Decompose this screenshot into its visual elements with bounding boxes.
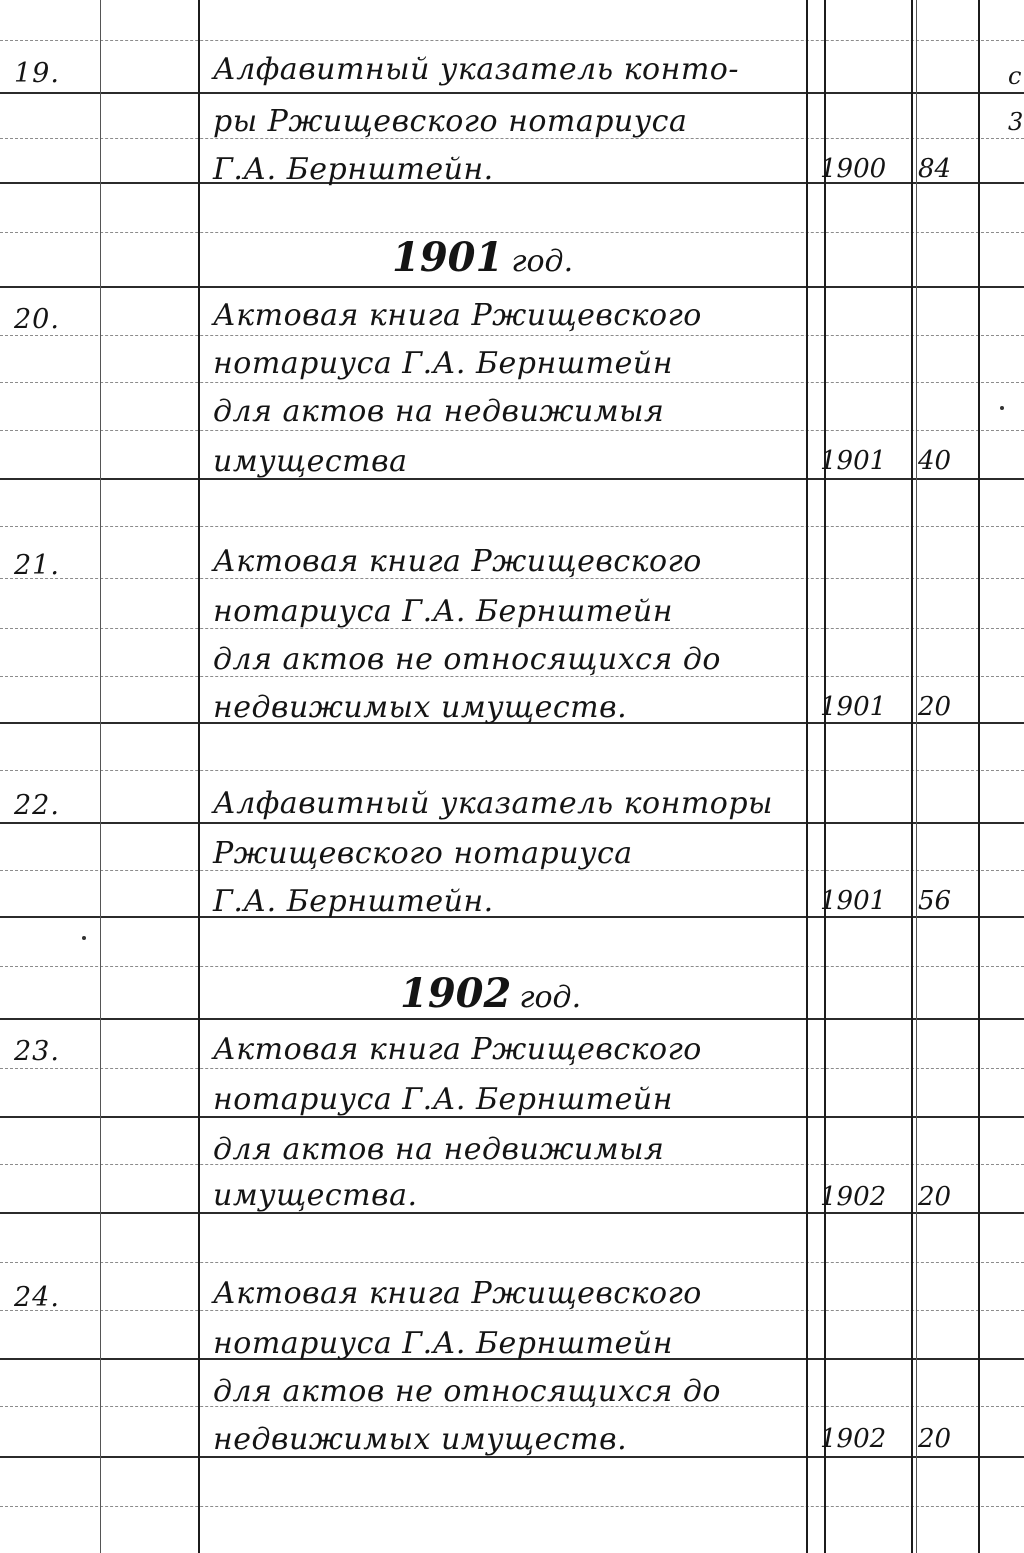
entry-title-line: для актов на недвижимыя <box>213 1132 665 1167</box>
column-divider <box>916 0 917 1553</box>
ruled-line <box>0 916 1024 918</box>
entry-number: 24. <box>14 1282 60 1313</box>
ruled-line <box>0 526 1024 527</box>
ruled-line <box>0 478 1024 480</box>
entry-year: 1902 <box>820 1424 887 1454</box>
entry-title-line: недвижимых имуществ. <box>213 1422 628 1457</box>
column-divider <box>806 0 808 1553</box>
entry-title-line: Актовая книга Ржищевского <box>213 1276 702 1311</box>
column-divider <box>911 0 913 1553</box>
entry-number: 19. <box>14 58 60 89</box>
entry-title-line: имущества <box>213 444 408 479</box>
ruled-line <box>0 92 1024 94</box>
entry-title-line: Актовая книга Ржищевского <box>213 544 702 579</box>
entry-pages: 84 <box>918 154 952 184</box>
entry-number: 22. <box>14 790 60 821</box>
edge-mark: 3 <box>1008 108 1024 136</box>
entry-pages: 20 <box>918 692 952 722</box>
entry-year: 1901 <box>820 446 887 476</box>
ruled-line <box>0 966 1024 967</box>
entry-title-line: для актов не относящихся до <box>213 642 721 677</box>
entry-title-line: Алфавитный указатель конто- <box>213 52 739 87</box>
ruled-line <box>0 822 1024 824</box>
ruled-line <box>0 1068 1024 1069</box>
column-divider <box>100 0 101 1553</box>
entry-pages: 20 <box>918 1182 952 1212</box>
entry-number: 20. <box>14 304 60 335</box>
entry-title-line: для актов на недвижимыя <box>213 394 665 429</box>
edge-mark: с <box>1008 62 1022 90</box>
ink-speck <box>1000 406 1004 410</box>
entry-year: 1901 <box>820 692 887 722</box>
ruled-line <box>0 232 1024 233</box>
year-heading-word: год. <box>511 244 574 279</box>
entry-title-line: Актовая книга Ржищевского <box>213 1032 702 1067</box>
ruled-line <box>0 1262 1024 1263</box>
entry-title-line: недвижимых имуществ. <box>213 690 628 725</box>
ruled-line <box>0 430 1024 431</box>
entry-title-line: нотариуса Г.А. Бернштейн <box>213 1082 673 1117</box>
ruled-line <box>0 40 1024 41</box>
entry-title-line: Ржищевского нотариуса <box>213 836 633 871</box>
entry-title-line: нотариуса Г.А. Бернштейн <box>213 1326 673 1361</box>
year-heading-1902 <box>400 970 581 1017</box>
column-divider <box>978 0 980 1553</box>
entry-year: 1901 <box>820 886 887 916</box>
ruled-line <box>0 382 1024 383</box>
entry-number: 23. <box>14 1036 60 1067</box>
ink-speck <box>82 936 86 940</box>
entry-title-line: Г.А. Бернштейн. <box>213 152 494 187</box>
column-divider <box>198 0 200 1553</box>
column-divider <box>824 0 826 1553</box>
ruled-line <box>0 335 1024 336</box>
entry-title-line: ры Ржищевского нотариуса <box>213 104 688 139</box>
entry-title-line: имущества. <box>213 1178 418 1213</box>
ruled-line <box>0 1018 1024 1020</box>
entry-title-line: нотариуса Г.А. Бернштейн <box>213 346 673 381</box>
ruled-line <box>0 770 1024 771</box>
year-heading-word: год. <box>519 980 582 1015</box>
year-heading-number: 1901 <box>392 234 504 281</box>
entry-year: 1902 <box>820 1182 887 1212</box>
entry-pages: 20 <box>918 1424 952 1454</box>
entry-pages: 56 <box>918 886 952 916</box>
ruled-line <box>0 1506 1024 1507</box>
entry-title-line: для актов не относящихся до <box>213 1374 721 1409</box>
entry-number: 21. <box>14 550 60 581</box>
entry-pages: 40 <box>918 446 952 476</box>
ruled-line <box>0 1212 1024 1214</box>
entry-year: 1900 <box>820 154 887 184</box>
entry-title-line: Г.А. Бернштейн. <box>213 884 494 919</box>
ruled-line <box>0 286 1024 288</box>
year-heading-number: 1902 <box>400 970 512 1017</box>
year-heading-1901 <box>392 234 573 281</box>
entry-title-line: Алфавитный указатель конторы <box>213 786 773 821</box>
entry-title-line: нотариуса Г.А. Бернштейн <box>213 594 673 629</box>
entry-title-line: Актовая книга Ржищевского <box>213 298 702 333</box>
